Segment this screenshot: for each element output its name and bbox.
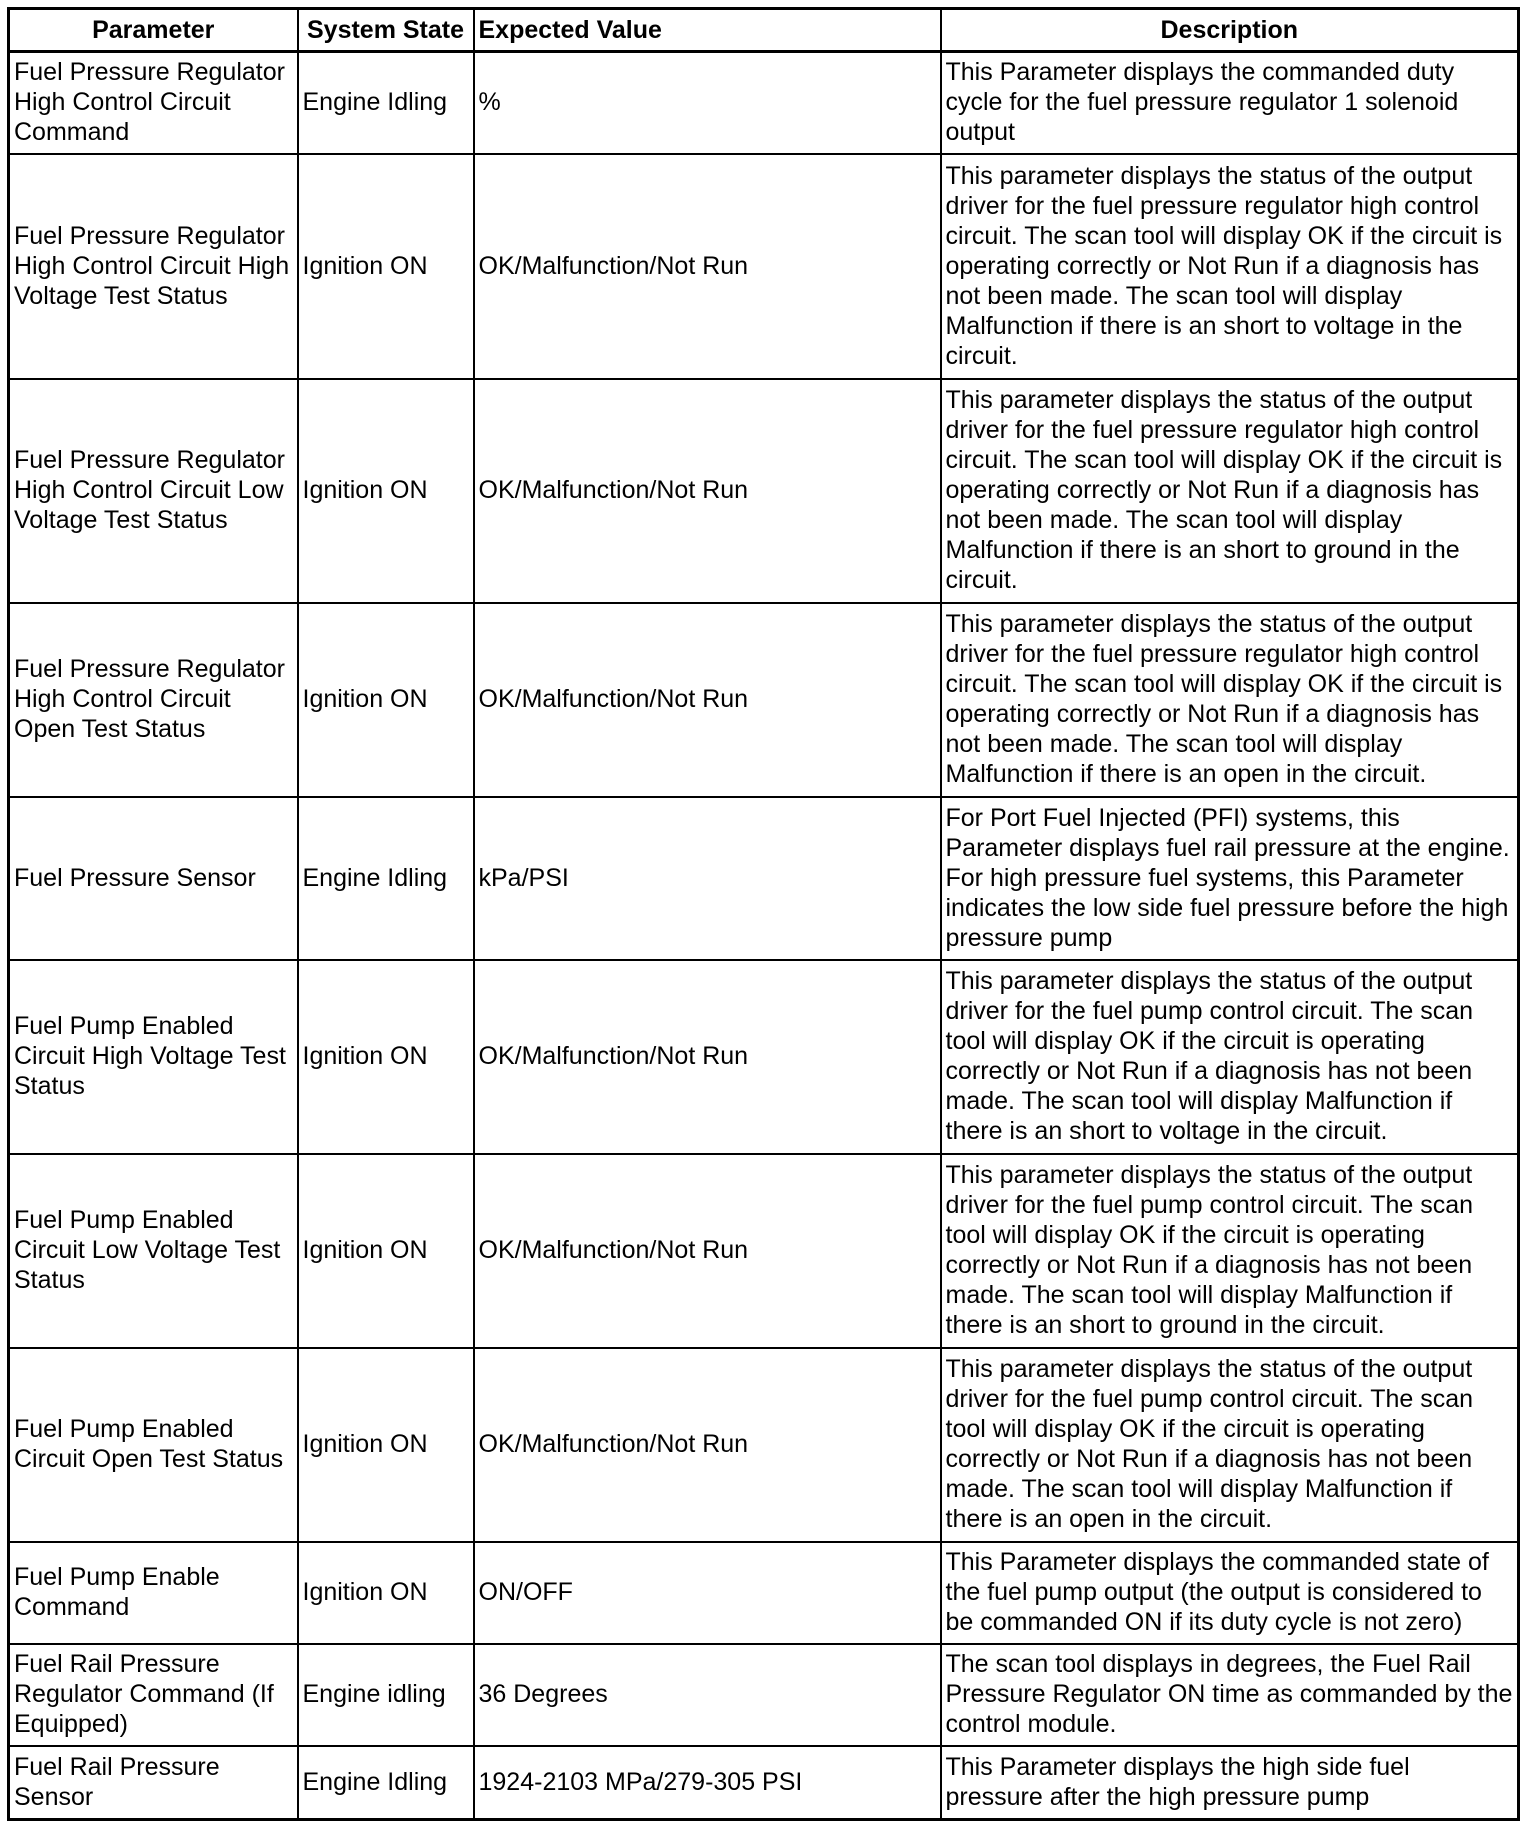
cell-parameter: Fuel Pump Enabled Circuit High Voltage Test Status bbox=[9, 960, 298, 1154]
cell-expected-value: OK/Malfunction/Not Run bbox=[474, 379, 941, 603]
cell-description: This Parameter displays the commanded duty cycle for the fuel pressure regulator 1 solenoid output bbox=[941, 52, 1519, 154]
cell-description: This Parameter displays the commanded state of the fuel pump output (the output is considered to be commanded ON if its duty cycle is not zero) bbox=[941, 1542, 1519, 1644]
header-description: Description bbox=[941, 9, 1519, 52]
cell-system-state: Engine Idling bbox=[298, 797, 474, 960]
cell-expected-value: OK/Malfunction/Not Run bbox=[474, 154, 941, 379]
cell-expected-value: 1924-2103 MPa/279-305 PSI bbox=[474, 1746, 941, 1820]
cell-system-state: Ignition ON bbox=[298, 960, 474, 1154]
cell-parameter: Fuel Rail Pressure Sensor bbox=[9, 1746, 298, 1820]
cell-description: This Parameter displays the high side fuel pressure after the high pressure pump bbox=[941, 1746, 1519, 1820]
header-parameter: Parameter bbox=[9, 9, 298, 52]
cell-system-state: Ignition ON bbox=[298, 379, 474, 603]
table-row bbox=[9, 797, 1519, 960]
parameter-table bbox=[7, 7, 1520, 1821]
cell-expected-value: OK/Malfunction/Not Run bbox=[474, 1154, 941, 1348]
cell-expected-value: OK/Malfunction/Not Run bbox=[474, 960, 941, 1154]
table-row bbox=[9, 1348, 1519, 1542]
cell-parameter: Fuel Pump Enabled Circuit Open Test Status bbox=[9, 1348, 298, 1542]
cell-description: This parameter displays the status of the output driver for the fuel pressure regulator high control circuit. The scan tool will display OK if the circuit is operating correctly or Not Run if a diagnosis has not been made. The scan tool will display Malfunction if there is an short to ground in the circuit. bbox=[941, 379, 1519, 603]
table-row bbox=[9, 960, 1519, 1154]
cell-parameter: Fuel Pressure Regulator High Control Circuit High Voltage Test Status bbox=[9, 154, 298, 379]
header-row bbox=[9, 9, 1519, 52]
header-expected-value: Expected Value bbox=[474, 9, 941, 52]
table-row bbox=[9, 603, 1519, 797]
table-row bbox=[9, 154, 1519, 379]
cell-parameter: Fuel Rail Pressure Regulator Command (If Equipped) bbox=[9, 1644, 298, 1746]
table-row bbox=[9, 1154, 1519, 1348]
table-row bbox=[9, 1542, 1519, 1644]
cell-expected-value: OK/Malfunction/Not Run bbox=[474, 603, 941, 797]
table-row bbox=[9, 1746, 1519, 1820]
table-row bbox=[9, 1644, 1519, 1746]
cell-expected-value: % bbox=[474, 52, 941, 154]
cell-parameter: Fuel Pressure Regulator High Control Circuit Command bbox=[9, 52, 298, 154]
cell-system-state: Ignition ON bbox=[298, 1154, 474, 1348]
cell-parameter: Fuel Pressure Regulator High Control Circuit Low Voltage Test Status bbox=[9, 379, 298, 603]
cell-expected-value: 36 Degrees bbox=[474, 1644, 941, 1746]
cell-parameter: Fuel Pressure Sensor bbox=[9, 797, 298, 960]
cell-system-state: Ignition ON bbox=[298, 1348, 474, 1542]
cell-parameter: Fuel Pump Enable Command bbox=[9, 1542, 298, 1644]
cell-description: This parameter displays the status of the output driver for the fuel pump control circuit. The scan tool will display OK if the circuit is operating correctly or Not Run if a diagnosis has not been made. The scan tool will display Malfunction if there is an short to ground in the circuit. bbox=[941, 1154, 1519, 1348]
table-row bbox=[9, 52, 1519, 154]
cell-system-state: Ignition ON bbox=[298, 154, 474, 379]
cell-system-state: Engine idling bbox=[298, 1644, 474, 1746]
cell-description: This parameter displays the status of the output driver for the fuel pressure regulator high control circuit. The scan tool will display OK if the circuit is operating correctly or Not Run if a diagnosis has not been made. The scan tool will display Malfunction if there is an open in the circuit. bbox=[941, 603, 1519, 797]
cell-expected-value: OK/Malfunction/Not Run bbox=[474, 1348, 941, 1542]
cell-description: For Port Fuel Injected (PFI) systems, this Parameter displays fuel rail pressure at the engine. For high pressure fuel systems, this Parameter indicates the low side fuel pressure before the high pressure pump bbox=[941, 797, 1519, 960]
cell-system-state: Engine Idling bbox=[298, 1746, 474, 1820]
cell-parameter: Fuel Pump Enabled Circuit Low Voltage Test Status bbox=[9, 1154, 298, 1348]
cell-description: This parameter displays the status of the output driver for the fuel pump control circuit. The scan tool will display OK if the circuit is operating correctly or Not Run if a diagnosis has not been made. The scan tool will display Malfunction if there is an short to voltage in the circuit. bbox=[941, 960, 1519, 1154]
cell-system-state: Engine Idling bbox=[298, 52, 474, 154]
cell-expected-value: ON/OFF bbox=[474, 1542, 941, 1644]
cell-expected-value: kPa/PSI bbox=[474, 797, 941, 960]
cell-description: This parameter displays the status of the output driver for the fuel pump control circuit. The scan tool will display OK if the circuit is operating correctly or Not Run if a diagnosis has not been made. The scan tool will display Malfunction if there is an open in the circuit. bbox=[941, 1348, 1519, 1542]
table-header bbox=[9, 9, 1519, 52]
cell-description: This parameter displays the status of the output driver for the fuel pressure regulator high control circuit. The scan tool will display OK if the circuit is operating correctly or Not Run if a diagnosis has not been made. The scan tool will display Malfunction if there is an short to voltage in the circuit. bbox=[941, 154, 1519, 379]
cell-description: The scan tool displays in degrees, the Fuel Rail Pressure Regulator ON time as commanded by the control module. bbox=[941, 1644, 1519, 1746]
cell-system-state: Ignition ON bbox=[298, 603, 474, 797]
table-body bbox=[9, 52, 1519, 1820]
table-row bbox=[9, 379, 1519, 603]
header-system-state: System State bbox=[298, 9, 474, 52]
cell-parameter: Fuel Pressure Regulator High Control Circuit Open Test Status bbox=[9, 603, 298, 797]
cell-system-state: Ignition ON bbox=[298, 1542, 474, 1644]
